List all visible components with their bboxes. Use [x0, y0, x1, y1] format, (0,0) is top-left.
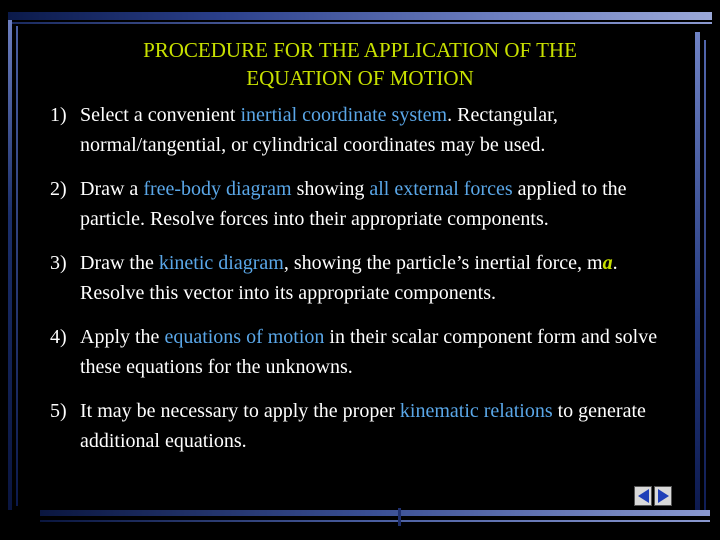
procedure-step-5	[50, 396, 690, 456]
triangle-right-icon	[658, 489, 669, 503]
step-text-segment: It may be necessary to apply the proper	[80, 400, 400, 422]
slide-title-line-1: PROCEDURE FOR THE APPLICATION OF THE	[143, 38, 577, 62]
slide-title-line-2: EQUATION OF MOTION	[246, 66, 474, 90]
slide-navigation	[634, 486, 672, 506]
highlighted-term: free-body diagram	[143, 178, 292, 200]
acceleration-vector-symbol: a	[602, 252, 613, 274]
procedure-step-1	[50, 100, 690, 160]
step-text	[80, 322, 670, 382]
right-border-line	[704, 40, 706, 510]
highlighted-term: all external forces	[369, 178, 513, 200]
bottom-border-mark	[398, 508, 401, 526]
step-text-segment: . Resolve this vector into its appropriate components.	[80, 252, 618, 304]
bottom-border-line	[40, 520, 710, 522]
step-text-segment: Draw the	[80, 252, 159, 274]
step-number: 1)	[50, 104, 67, 126]
step-text	[80, 248, 670, 308]
highlighted-term: kinetic diagram	[158, 252, 284, 274]
next-slide-button[interactable]	[654, 486, 672, 506]
procedure-step-4	[50, 322, 690, 382]
step-text	[80, 100, 670, 160]
step-text-segment: Draw a	[80, 178, 144, 200]
step-text-segment: in their scalar component form and solve these equations for the unknowns.	[80, 326, 658, 378]
step-text-segment: to generate additional equations.	[80, 400, 646, 452]
procedure-step-3	[50, 248, 690, 308]
left-border-line	[16, 26, 18, 506]
procedure-list	[50, 100, 690, 456]
highlighted-term: kinematic relations	[399, 400, 553, 422]
top-border-bar	[8, 12, 712, 20]
step-number: 5)	[50, 400, 67, 422]
left-border-bar	[8, 20, 12, 510]
step-text	[80, 174, 670, 234]
highlighted-term: equations of motion	[164, 326, 325, 348]
previous-slide-button[interactable]	[634, 486, 652, 506]
step-text-segment: showing	[291, 178, 370, 200]
step-text-segment: . Rectangular, normal/tangential, or cylindrical coordinates may be used.	[80, 104, 558, 156]
bottom-border-bar	[40, 510, 710, 516]
slide-title	[40, 36, 680, 92]
step-text-segment: , showing the particle’s inertial force, m	[283, 252, 603, 274]
step-text-segment: applied to the particle. Resolve forces into their appropriate components.	[80, 178, 627, 230]
step-number: 2)	[50, 178, 67, 200]
procedure-step-2	[50, 174, 690, 234]
step-text-segment: Select a convenient	[80, 104, 241, 126]
triangle-left-icon	[638, 489, 649, 503]
step-text	[80, 396, 670, 456]
highlighted-term: inertial coordinate system	[240, 104, 448, 126]
step-text-segment: Apply the	[80, 326, 165, 348]
step-number: 3)	[50, 252, 67, 274]
top-border-line	[8, 22, 712, 24]
step-number: 4)	[50, 326, 67, 348]
right-border-bar	[695, 32, 700, 510]
